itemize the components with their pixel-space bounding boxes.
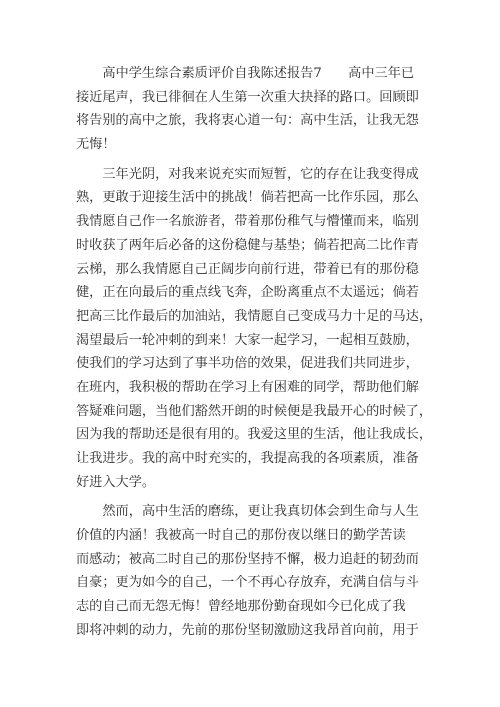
text-line: 让我进步。我的高中时充实的，我提高我的各项素质，准备	[76, 451, 419, 466]
text-line: 将告别的高中之旅，我将衷心道一句：高中生活，让我无怨	[76, 113, 419, 129]
text-line: 熟，更敢于迎接生活中的挑战！倘若把高一比作乐园，那么	[76, 190, 419, 206]
text-line: 无悔！	[76, 137, 116, 153]
paragraph	[76, 500, 438, 642]
body-text	[76, 62, 438, 643]
text-line: 三年光阴，对我来说充实而短暂，它的存在让我变得成	[76, 166, 419, 182]
text-line: 渴望最后一轮冲刺的到来！大家一起学习，一起相互鼓励，	[76, 332, 419, 348]
paragraph	[76, 163, 438, 495]
text-line: 因为我的帮助还是很有用的。我爱这里的生活，他让我成长，	[76, 427, 433, 443]
text-line: 时收获了两年后必备的这份稳健与基垫；倘若把高二比作青	[76, 237, 419, 253]
text-line: 健，正在向最后的重点线飞奔，企盼离重点不太遥远；倘若	[76, 285, 419, 301]
text-line: 高中学生综合素质评价自我陈述报告7 高中三年已	[76, 66, 415, 81]
text-line: 把高三比作最后的加油站，我情愿自己变成马力十足的马达，	[76, 308, 433, 324]
paragraph	[76, 62, 438, 157]
text-line: 在班内，我积极的帮助在学习上有困难的同学，帮助他们解	[76, 379, 419, 395]
text-line: 而感动；被高二时自己的那份坚持不懈，极力追赶的韧劲而	[76, 551, 419, 567]
text-line: 即将冲刺的动力，先前的那份坚韧激励这我昂首向前，用于	[76, 622, 419, 638]
text-line: 云梯，那么我情愿自己正阔步向前行进，带着已有的那份稳	[76, 261, 419, 277]
text-line: 自豪；更为如今的自己，一个不再心存放弃，充满自信与斗	[76, 575, 419, 591]
text-line: 志的自己而无怨无悔！曾经地那份勤奋现如今已化成了我	[76, 599, 406, 615]
text-line: 好进入大学。	[76, 474, 156, 490]
text-line: 接近尾声，我已徘徊在人生第一次重大抉择的路口。回顾即	[76, 89, 419, 105]
text-line: 我情愿自己作一名旅游者，带着那份稚气与懵懂而来，临别	[76, 214, 419, 230]
text-line: 然而，高中生活的磨练，更让我真切体会到生命与人生	[76, 504, 419, 520]
text-line: 价值的内涵！我被高一时自己的那份夜以继日的勤学苦读	[76, 528, 406, 544]
text-line: 答疑难问题，当他们豁然开朗的时候便是我最开心的时候了，	[76, 403, 433, 419]
text-line: 使我们的学习达到了事半功倍的效果，促进我们共同进步，	[76, 356, 419, 372]
